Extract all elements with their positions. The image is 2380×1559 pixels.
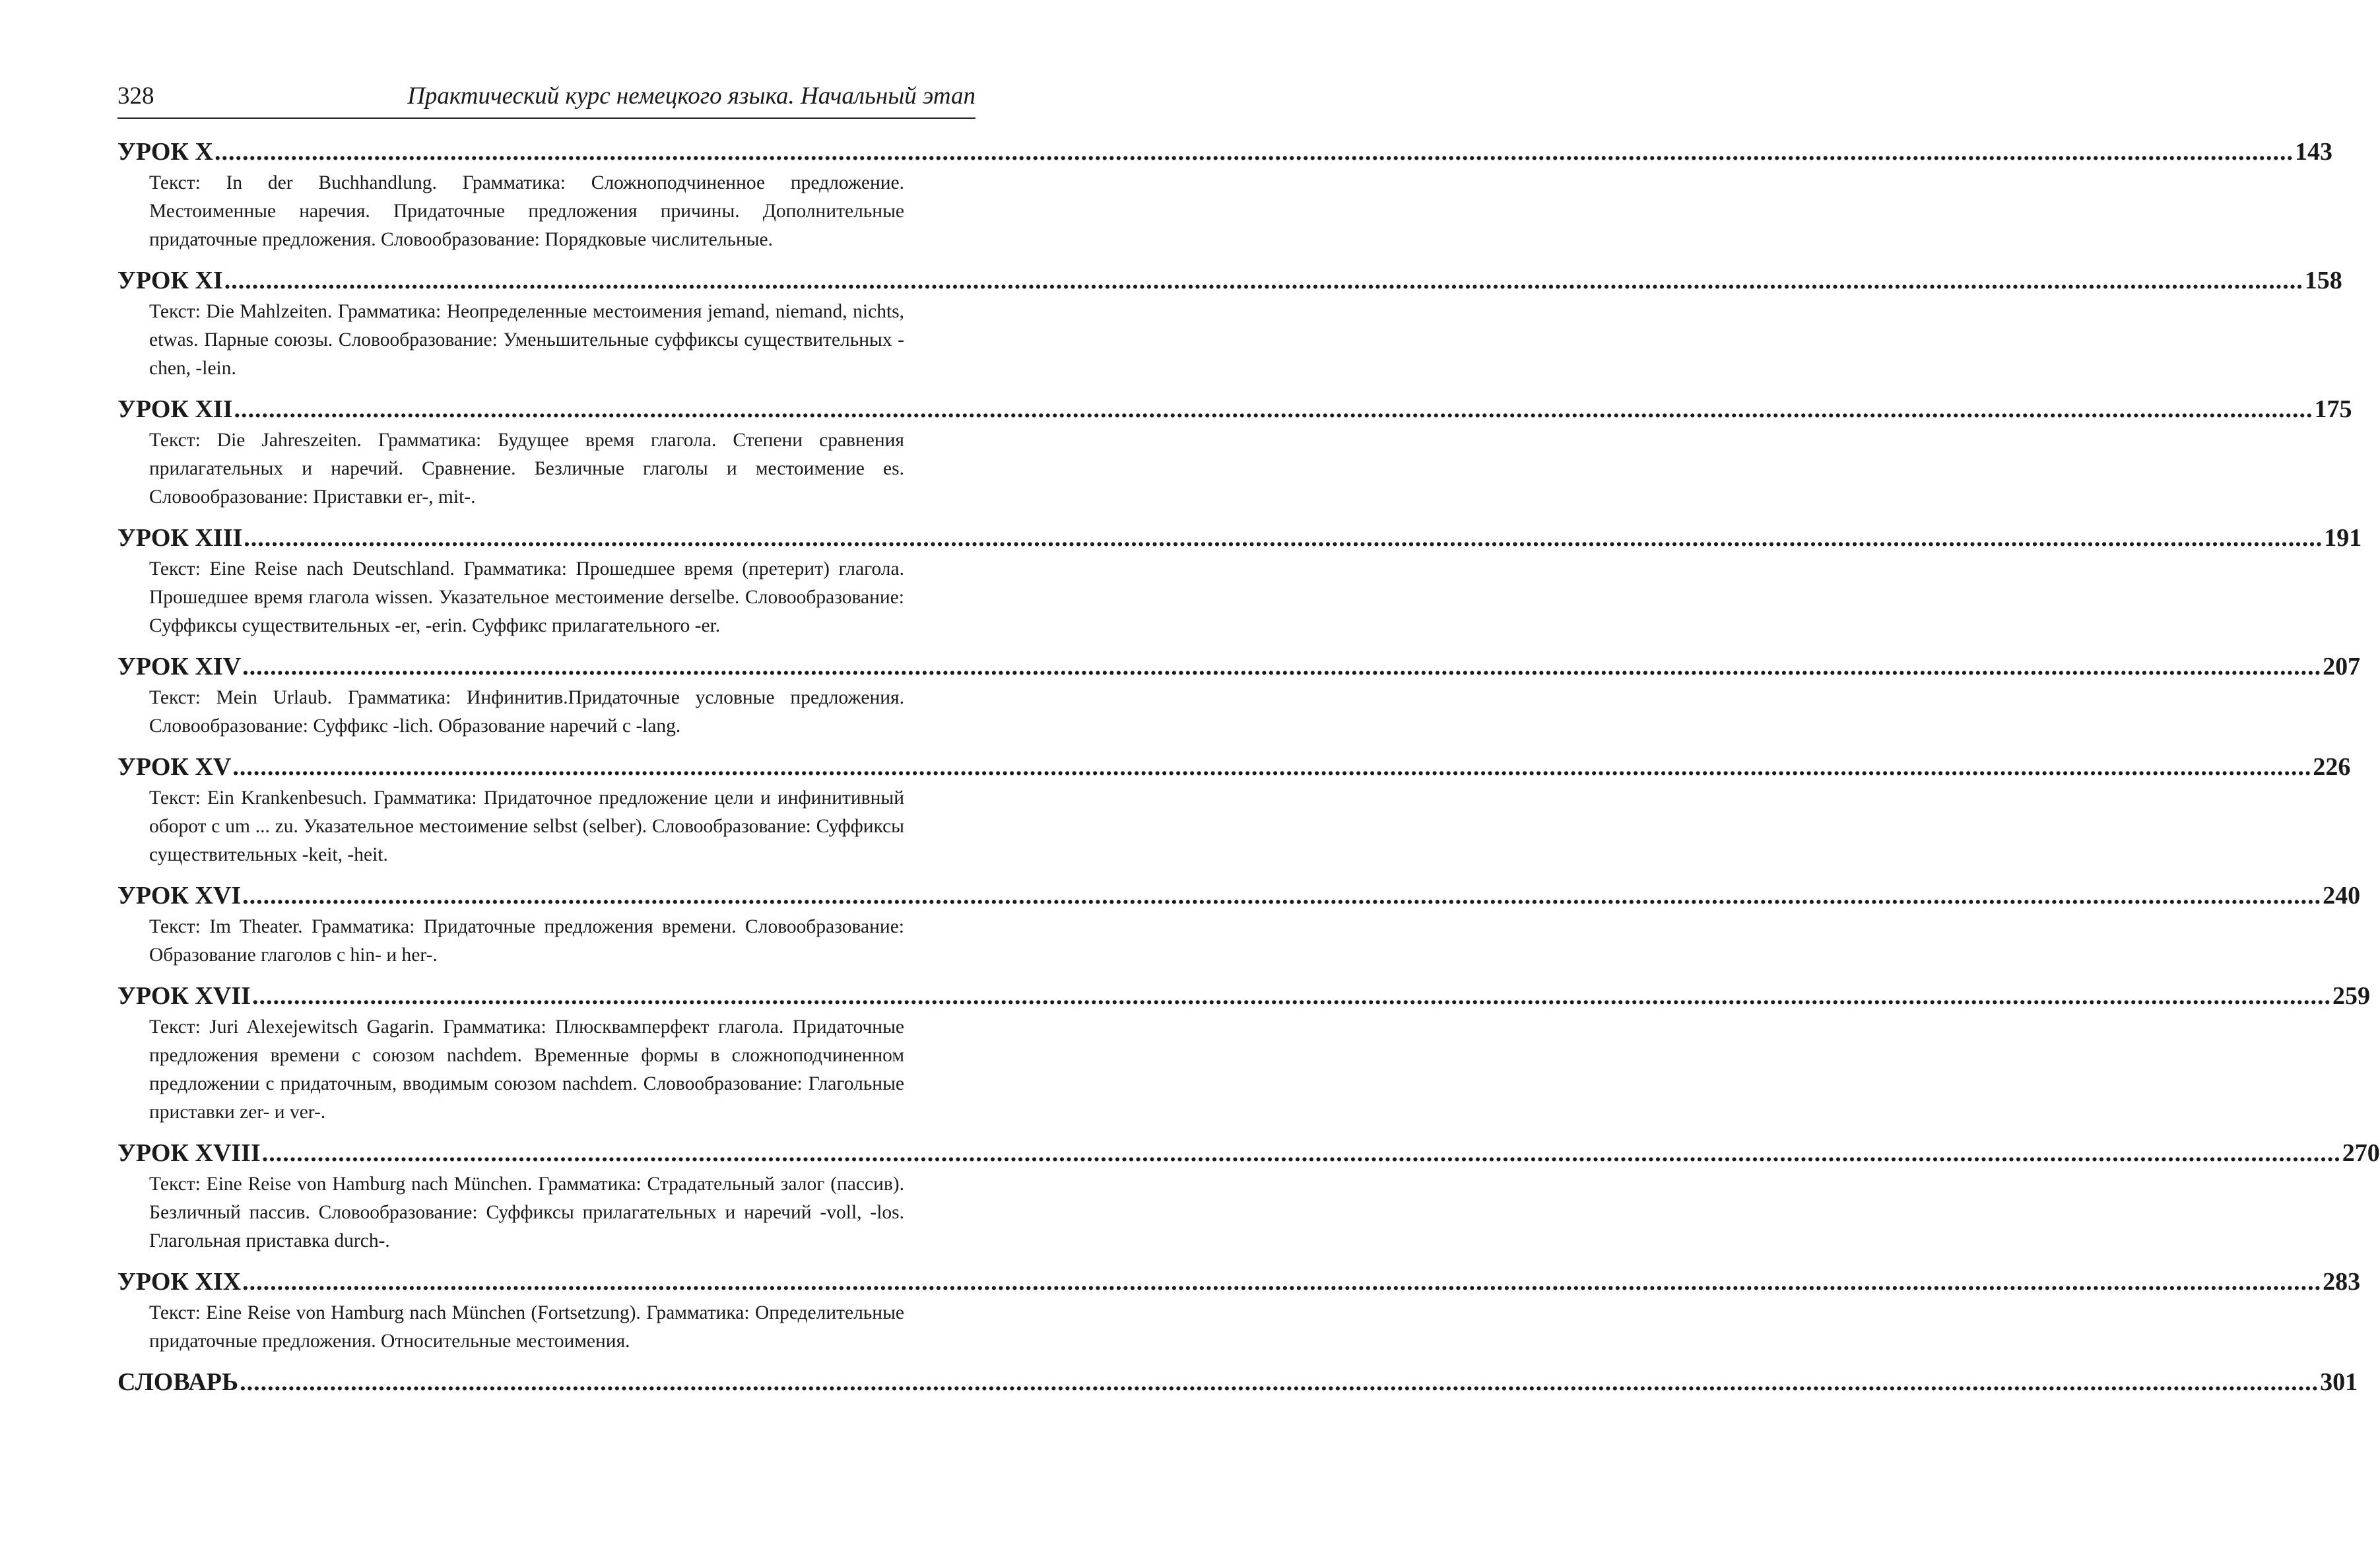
toc-entry — [117, 1136, 2380, 1255]
document-page — [117, 78, 2380, 1409]
toc-entry — [117, 879, 2361, 970]
toc-entry-description: Текст: Juri Alexejewitsch Gagarin. Грамматика: Плюсквамперфект глагола. Придаточные предложения времени с союзом nachdem. Временные формы в сложноподчиненном предложении с придаточным, вводимым союзом nachdem. Словообразование: Глагольные приставки zer- и ver-. — [149, 1016, 904, 1123]
toc-entry-heading[interactable] — [117, 1365, 2358, 1399]
toc-entry-label: СЛОВАРЬ — [117, 1368, 239, 1396]
toc-entry-heading[interactable] — [117, 1265, 2361, 1299]
table-of-contents — [117, 135, 2380, 1399]
toc-entry — [117, 1265, 2361, 1356]
toc-entry — [117, 135, 2332, 254]
dot-leader: ............................................................................................................................................................................................................................................................................................................ — [261, 1139, 2341, 1167]
toc-entry-label: УРОК XIII — [117, 524, 243, 552]
toc-entry — [117, 979, 2370, 1127]
toc-entry-description: Текст: Eine Reise nach Deutschland. Грамматика: Прошедшее время (претерит) глагола. Прошедшее время глагола wissen. Указательное местоимение derselbe. Словообразование: Суффиксы существительных -er, -erin. Суффикс прилагательного -er. — [149, 558, 904, 636]
dot-leader: ............................................................................................................................................................................................................................................................................................................ — [214, 138, 2294, 166]
toc-entry-page: 143 — [2294, 138, 2332, 166]
toc-entry-page: 226 — [2313, 753, 2351, 781]
toc-entry-label: УРОК X — [117, 138, 213, 166]
toc-entry-heading[interactable] — [117, 649, 2361, 684]
toc-entry-heading[interactable] — [117, 1136, 2380, 1170]
toc-entry-label: УРОК XII — [117, 395, 233, 423]
toc-entry-description: Текст: Die Mahlzeiten. Грамматика: Неопределенные местоимения jemand, niemand, nichts, etwas. Парные союзы. Словообразование: Уменьшительные суффиксы существительных -chen, -lein. — [149, 301, 904, 379]
toc-entry-heading[interactable] — [117, 879, 2361, 913]
toc-entry — [117, 392, 2352, 512]
toc-entry-heading[interactable] — [117, 979, 2370, 1013]
toc-entry-description: Текст: In der Buchhandlung. Грамматика: Сложноподчиненное предложение. Местоименные наречия. Придаточные предложения причины. Дополнительные придаточные предложения. Словообразование: Порядковые числительные. — [149, 172, 904, 250]
toc-entry-label: УРОК XVIII — [117, 1139, 261, 1167]
toc-entry-heading[interactable] — [117, 263, 2342, 298]
toc-entry-description: Текст: Ein Krankenbesuch. Грамматика: Придаточное предложение цели и инфинитивный оборот с um ... zu. Указательное местоимение selbst (selber). Словообразование: Суффиксы существительных -keit, -heit. — [149, 787, 904, 865]
toc-entry-heading[interactable] — [117, 392, 2352, 426]
toc-entry-label: УРОК XVII — [117, 982, 251, 1010]
toc-entry-label: УРОК XI — [117, 267, 223, 294]
toc-entry-page: 240 — [2323, 882, 2361, 910]
book-title: Практический курс немецкого языка. Начальный этап — [407, 83, 975, 110]
toc-entry — [117, 521, 2362, 640]
dot-leader: ............................................................................................................................................................................................................................................................................................................ — [234, 395, 2313, 423]
dot-leader: ............................................................................................................................................................................................................................................................................................................ — [240, 1368, 2319, 1396]
toc-entry-description: Текст: Eine Reise von Hamburg nach München (Fortsetzung). Грамматика: Определительные придаточные предложения. Относительные местоимения. — [149, 1302, 904, 1352]
toc-entry-label: УРОК XVI — [117, 882, 242, 910]
toc-entry — [117, 750, 2351, 869]
toc-entry — [117, 649, 2361, 741]
toc-entry-page: 158 — [2304, 267, 2342, 294]
toc-entry — [117, 263, 2342, 383]
dot-leader: ............................................................................................................................................................................................................................................................................................................ — [242, 653, 2322, 680]
dot-leader: ............................................................................................................................................................................................................................................................................................................ — [251, 982, 2331, 1010]
toc-entry-label: УРОК XIV — [117, 653, 242, 680]
dot-leader: ............................................................................................................................................................................................................................................................................................................ — [224, 267, 2303, 294]
toc-entry-heading[interactable] — [117, 521, 2362, 555]
toc-entry-page: 301 — [2320, 1368, 2358, 1396]
toc-entry-dictionary — [117, 1365, 2358, 1399]
toc-entry-page: 283 — [2323, 1268, 2361, 1296]
toc-entry-page: 191 — [2324, 524, 2362, 552]
toc-entry-description: Текст: Eine Reise von Hamburg nach München. Грамматика: Страдательный залог (пассив). Безличный пассив. Словообразование: Суффиксы прилагательных и наречий -voll, -los. Глагольная приставка durch-. — [149, 1174, 904, 1251]
toc-entry-heading[interactable] — [117, 135, 2332, 169]
toc-entry-page: 270 — [2342, 1139, 2380, 1167]
toc-entry-description: Текст: Mein Urlaub. Грамматика: Инфинитив.Придаточные условные предложения. Словообразование: Суффикс -lich. Образование наречий с -lang. — [149, 687, 904, 737]
page-number: 328 — [117, 83, 154, 110]
toc-entry-description: Текст: Die Jahreszeiten. Грамматика: Будущее время глагола. Степени сравнения прилагательных и наречий. Сравнение. Безличные глаголы и местоимение es. Словообразование: Приставки er-, mit-. — [149, 430, 904, 508]
toc-entry-page: 259 — [2332, 982, 2370, 1010]
toc-entry-page: 207 — [2323, 653, 2361, 680]
toc-entry-label: УРОК XV — [117, 753, 232, 781]
running-header — [117, 78, 975, 119]
dot-leader: ............................................................................................................................................................................................................................................................................................................ — [244, 524, 2323, 552]
toc-entry-description: Текст: Im Theater. Грамматика: Придаточные предложения времени. Словообразование: Образование глаголов с hin- и her-. — [149, 916, 904, 966]
dot-leader: ............................................................................................................................................................................................................................................................................................................ — [242, 1268, 2322, 1296]
toc-entry-label: УРОК XIX — [117, 1268, 242, 1296]
toc-entry-heading[interactable] — [117, 750, 2351, 784]
dot-leader: ............................................................................................................................................................................................................................................................................................................ — [242, 882, 2322, 910]
toc-entry-page: 175 — [2314, 395, 2352, 423]
dot-leader: ............................................................................................................................................................................................................................................................................................................ — [232, 753, 2312, 781]
